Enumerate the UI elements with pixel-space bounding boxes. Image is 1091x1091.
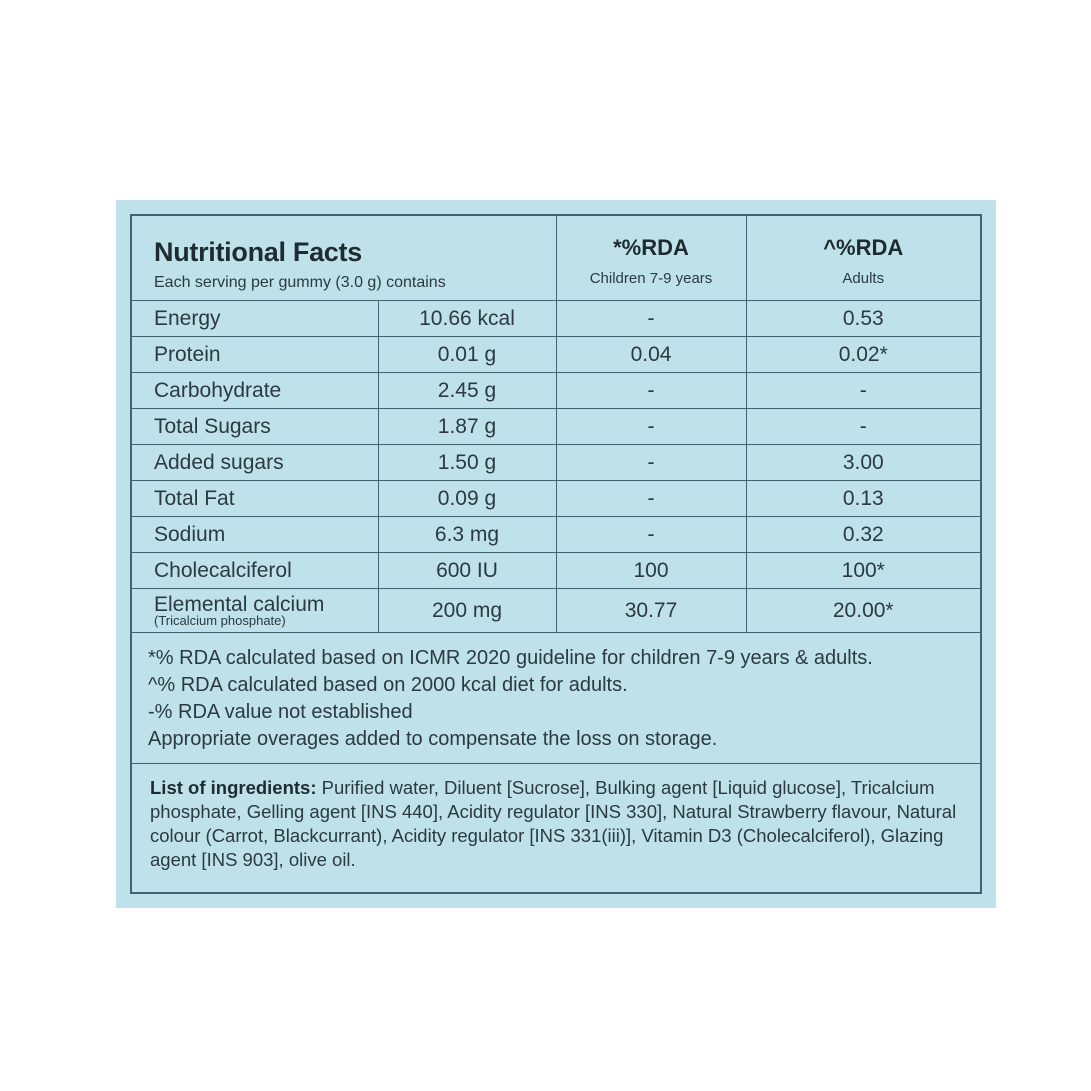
- nutrition-label-frame: [130, 214, 982, 894]
- nutrient-rows: [132, 301, 980, 633]
- nutrient-amount: 6.3 mg: [378, 517, 556, 553]
- children-rda-value: -: [556, 445, 746, 481]
- nutrient-name: Total Sugars: [132, 409, 378, 445]
- adults-rda-value: 0.53: [746, 301, 980, 337]
- children-rda-value: 100: [556, 553, 746, 589]
- nutrition-label-panel: [116, 200, 996, 908]
- nutrient-amount: 1.50 g: [378, 445, 556, 481]
- nutrient-name: [132, 589, 378, 633]
- nutrient-amount: 600 IU: [378, 553, 556, 589]
- nutrient-amount: 2.45 g: [378, 373, 556, 409]
- nutrient-name: Carbohydrate: [132, 373, 378, 409]
- nutrient-name: Sodium: [132, 517, 378, 553]
- table-row: [132, 445, 980, 481]
- nutrient-amount: 10.66 kcal: [378, 301, 556, 337]
- table-row: [132, 337, 980, 373]
- nutrient-amount: 0.01 g: [378, 337, 556, 373]
- children-rda-value: 0.04: [556, 337, 746, 373]
- children-rda-value: -: [556, 301, 746, 337]
- ingredients-label: List of ingredients:: [150, 777, 317, 798]
- adults-rda-value: 0.32: [746, 517, 980, 553]
- note-line: -% RDA value not established: [148, 701, 413, 723]
- children-rda-sub: Children 7-9 years: [589, 270, 713, 287]
- header-title-cell: [132, 216, 556, 301]
- nutrient-amount: 1.87 g: [378, 409, 556, 445]
- adults-rda-value: 0.13: [746, 481, 980, 517]
- adults-rda-value: 0.02*: [746, 337, 980, 373]
- table-row: [132, 589, 980, 633]
- table-row: [132, 481, 980, 517]
- children-rda-value: -: [556, 481, 746, 517]
- table-header-row: [132, 216, 980, 301]
- children-rda-value: 30.77: [556, 589, 746, 633]
- ingredients-list: [132, 764, 980, 872]
- table-row: [132, 373, 980, 409]
- children-rda-title: *%RDA: [613, 235, 689, 260]
- table-row: [132, 553, 980, 589]
- nutrient-name: Added sugars: [132, 445, 378, 481]
- label-subtitle: Each serving per gummy (3.0 g) contains: [154, 273, 446, 291]
- nutrition-table: [132, 216, 980, 633]
- note-line: ^% RDA calculated based on 2000 kcal diet for adults.: [148, 674, 628, 696]
- nutrient-name: Energy: [132, 301, 378, 337]
- note-line: Appropriate overages added to compensate the loss on storage.: [148, 728, 718, 750]
- nutrient-name-text: Elemental calcium: [154, 592, 325, 616]
- table-row: [132, 301, 980, 337]
- nutrient-name: Total Fat: [132, 481, 378, 517]
- nutrient-name: Protein: [132, 337, 378, 373]
- rda-notes: [132, 633, 980, 764]
- adults-rda-value: 3.00: [746, 445, 980, 481]
- nutrient-amount: 200 mg: [378, 589, 556, 633]
- header-adults-rda: [746, 216, 980, 301]
- nutrient-source: (Tricalcium phosphate): [154, 612, 286, 628]
- note-line: *% RDA calculated based on ICMR 2020 guideline for children 7-9 years & adults.: [148, 647, 873, 669]
- children-rda-value: -: [556, 409, 746, 445]
- nutrient-name: Cholecalciferol: [132, 553, 378, 589]
- nutrient-amount: 0.09 g: [378, 481, 556, 517]
- header-children-rda: [556, 216, 746, 301]
- adults-rda-value: 100*: [746, 553, 980, 589]
- children-rda-value: -: [556, 517, 746, 553]
- adults-rda-sub: Adults: [842, 270, 885, 287]
- adults-rda-title: ^%RDA: [823, 235, 904, 260]
- children-rda-value: -: [556, 373, 746, 409]
- adults-rda-value: 20.00*: [746, 589, 980, 633]
- table-row: [132, 517, 980, 553]
- label-title: Nutritional Facts: [154, 236, 362, 267]
- ingredients-text: Purified water, Diluent [Sucrose], Bulking agent [Liquid glucose], Tricalcium phosphate, Gelling agent [INS 440], Acidity regulator [INS 330], Natural Strawberry flavour, Natural colour (Carrot, Blackcurrant), Acidity regulator [INS 331(iii)], Vitamin D3 (Cholecalciferol), Glazing agent [INS 903], olive oil.: [150, 777, 957, 870]
- adults-rda-value: -: [746, 373, 980, 409]
- table-row: [132, 409, 980, 445]
- adults-rda-value: -: [746, 409, 980, 445]
